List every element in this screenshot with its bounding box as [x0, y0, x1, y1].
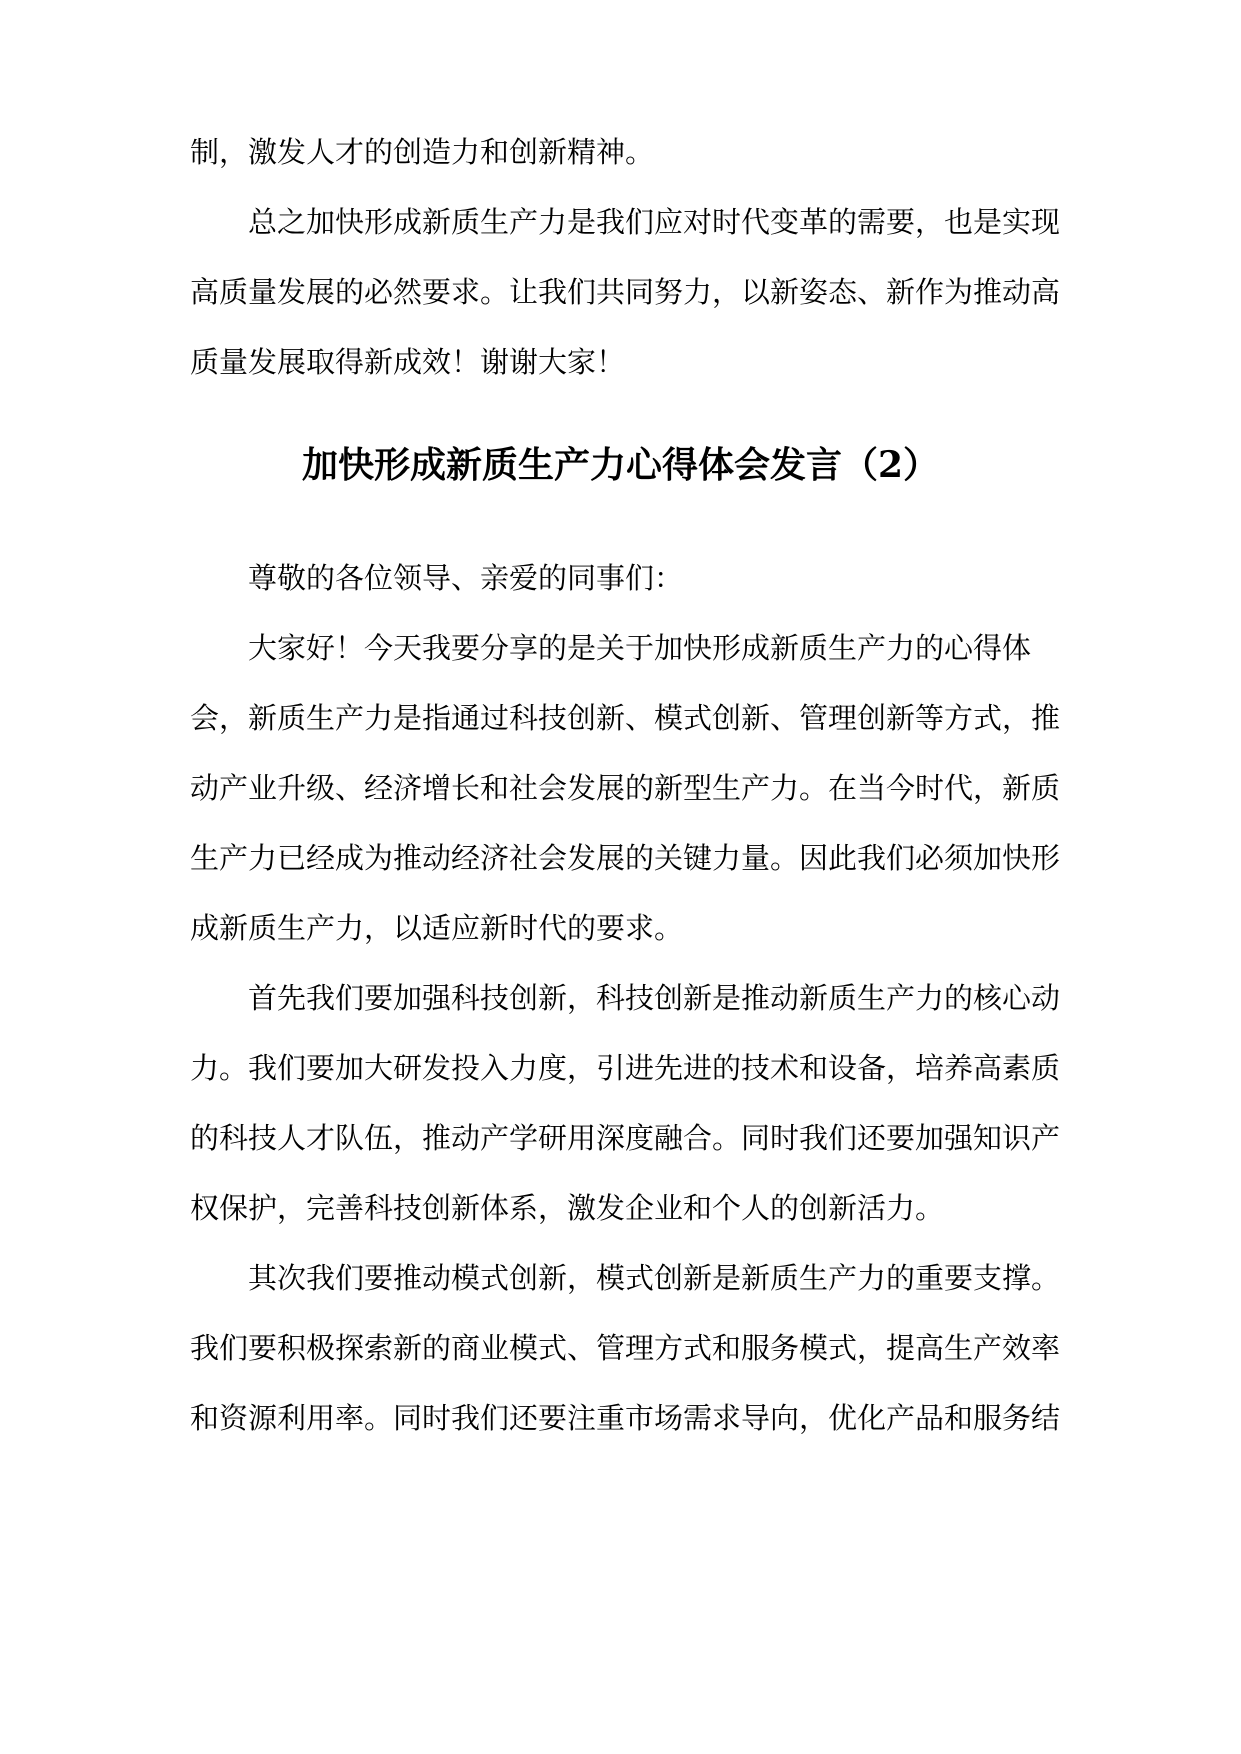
- text-line: 质量发展取得新成效！谢谢大家！: [190, 345, 626, 379]
- text-line: 权保护，完善科技创新体系，激发企业和个人的创新活力。: [190, 1191, 945, 1225]
- text-line: 动产业升级、经济增长和社会发展的新型生产力。在当今时代，新质: [190, 771, 1061, 805]
- text-line: 生产力已经成为推动经济社会发展的关键力量。因此我们必须加快形: [190, 841, 1061, 875]
- text-line: 高质量发展的必然要求。让我们共同努力，以新姿态、新作为推动高: [190, 275, 1061, 309]
- section-title: 加快形成新质生产力心得体会发言（2）: [301, 444, 940, 486]
- text-line: 会，新质生产力是指通过科技创新、模式创新、管理创新等方式，推: [190, 701, 1061, 735]
- text-line: 总之加快形成新质生产力是我们应对时代变革的需要，也是实现: [248, 205, 1061, 239]
- text-line: 首先我们要加强科技创新，科技创新是推动新质生产力的核心动: [248, 981, 1061, 1015]
- text-line: 我们要积极探索新的商业模式、管理方式和服务模式，提高生产效率: [190, 1331, 1061, 1365]
- text-line: 力。我们要加大研发投入力度，引进先进的技术和设备，培养高素质: [190, 1051, 1061, 1085]
- text-line: 制，激发人才的创造力和创新精神。: [190, 135, 655, 169]
- text-line: 成新质生产力，以适应新时代的要求。: [190, 911, 684, 945]
- text-line: 尊敬的各位领导、亲爱的同事们：: [248, 561, 684, 595]
- text-line: 的科技人才队伍，推动产学研用深度融合。同时我们还要加强知识产: [190, 1121, 1061, 1155]
- text-line: 和资源利用率。同时我们还要注重市场需求导向，优化产品和服务结: [190, 1401, 1061, 1435]
- text-line: 大家好！今天我要分享的是关于加快形成新质生产力的心得体: [248, 631, 1032, 665]
- text-line: 其次我们要推动模式创新，模式创新是新质生产力的重要支撑。: [248, 1261, 1061, 1295]
